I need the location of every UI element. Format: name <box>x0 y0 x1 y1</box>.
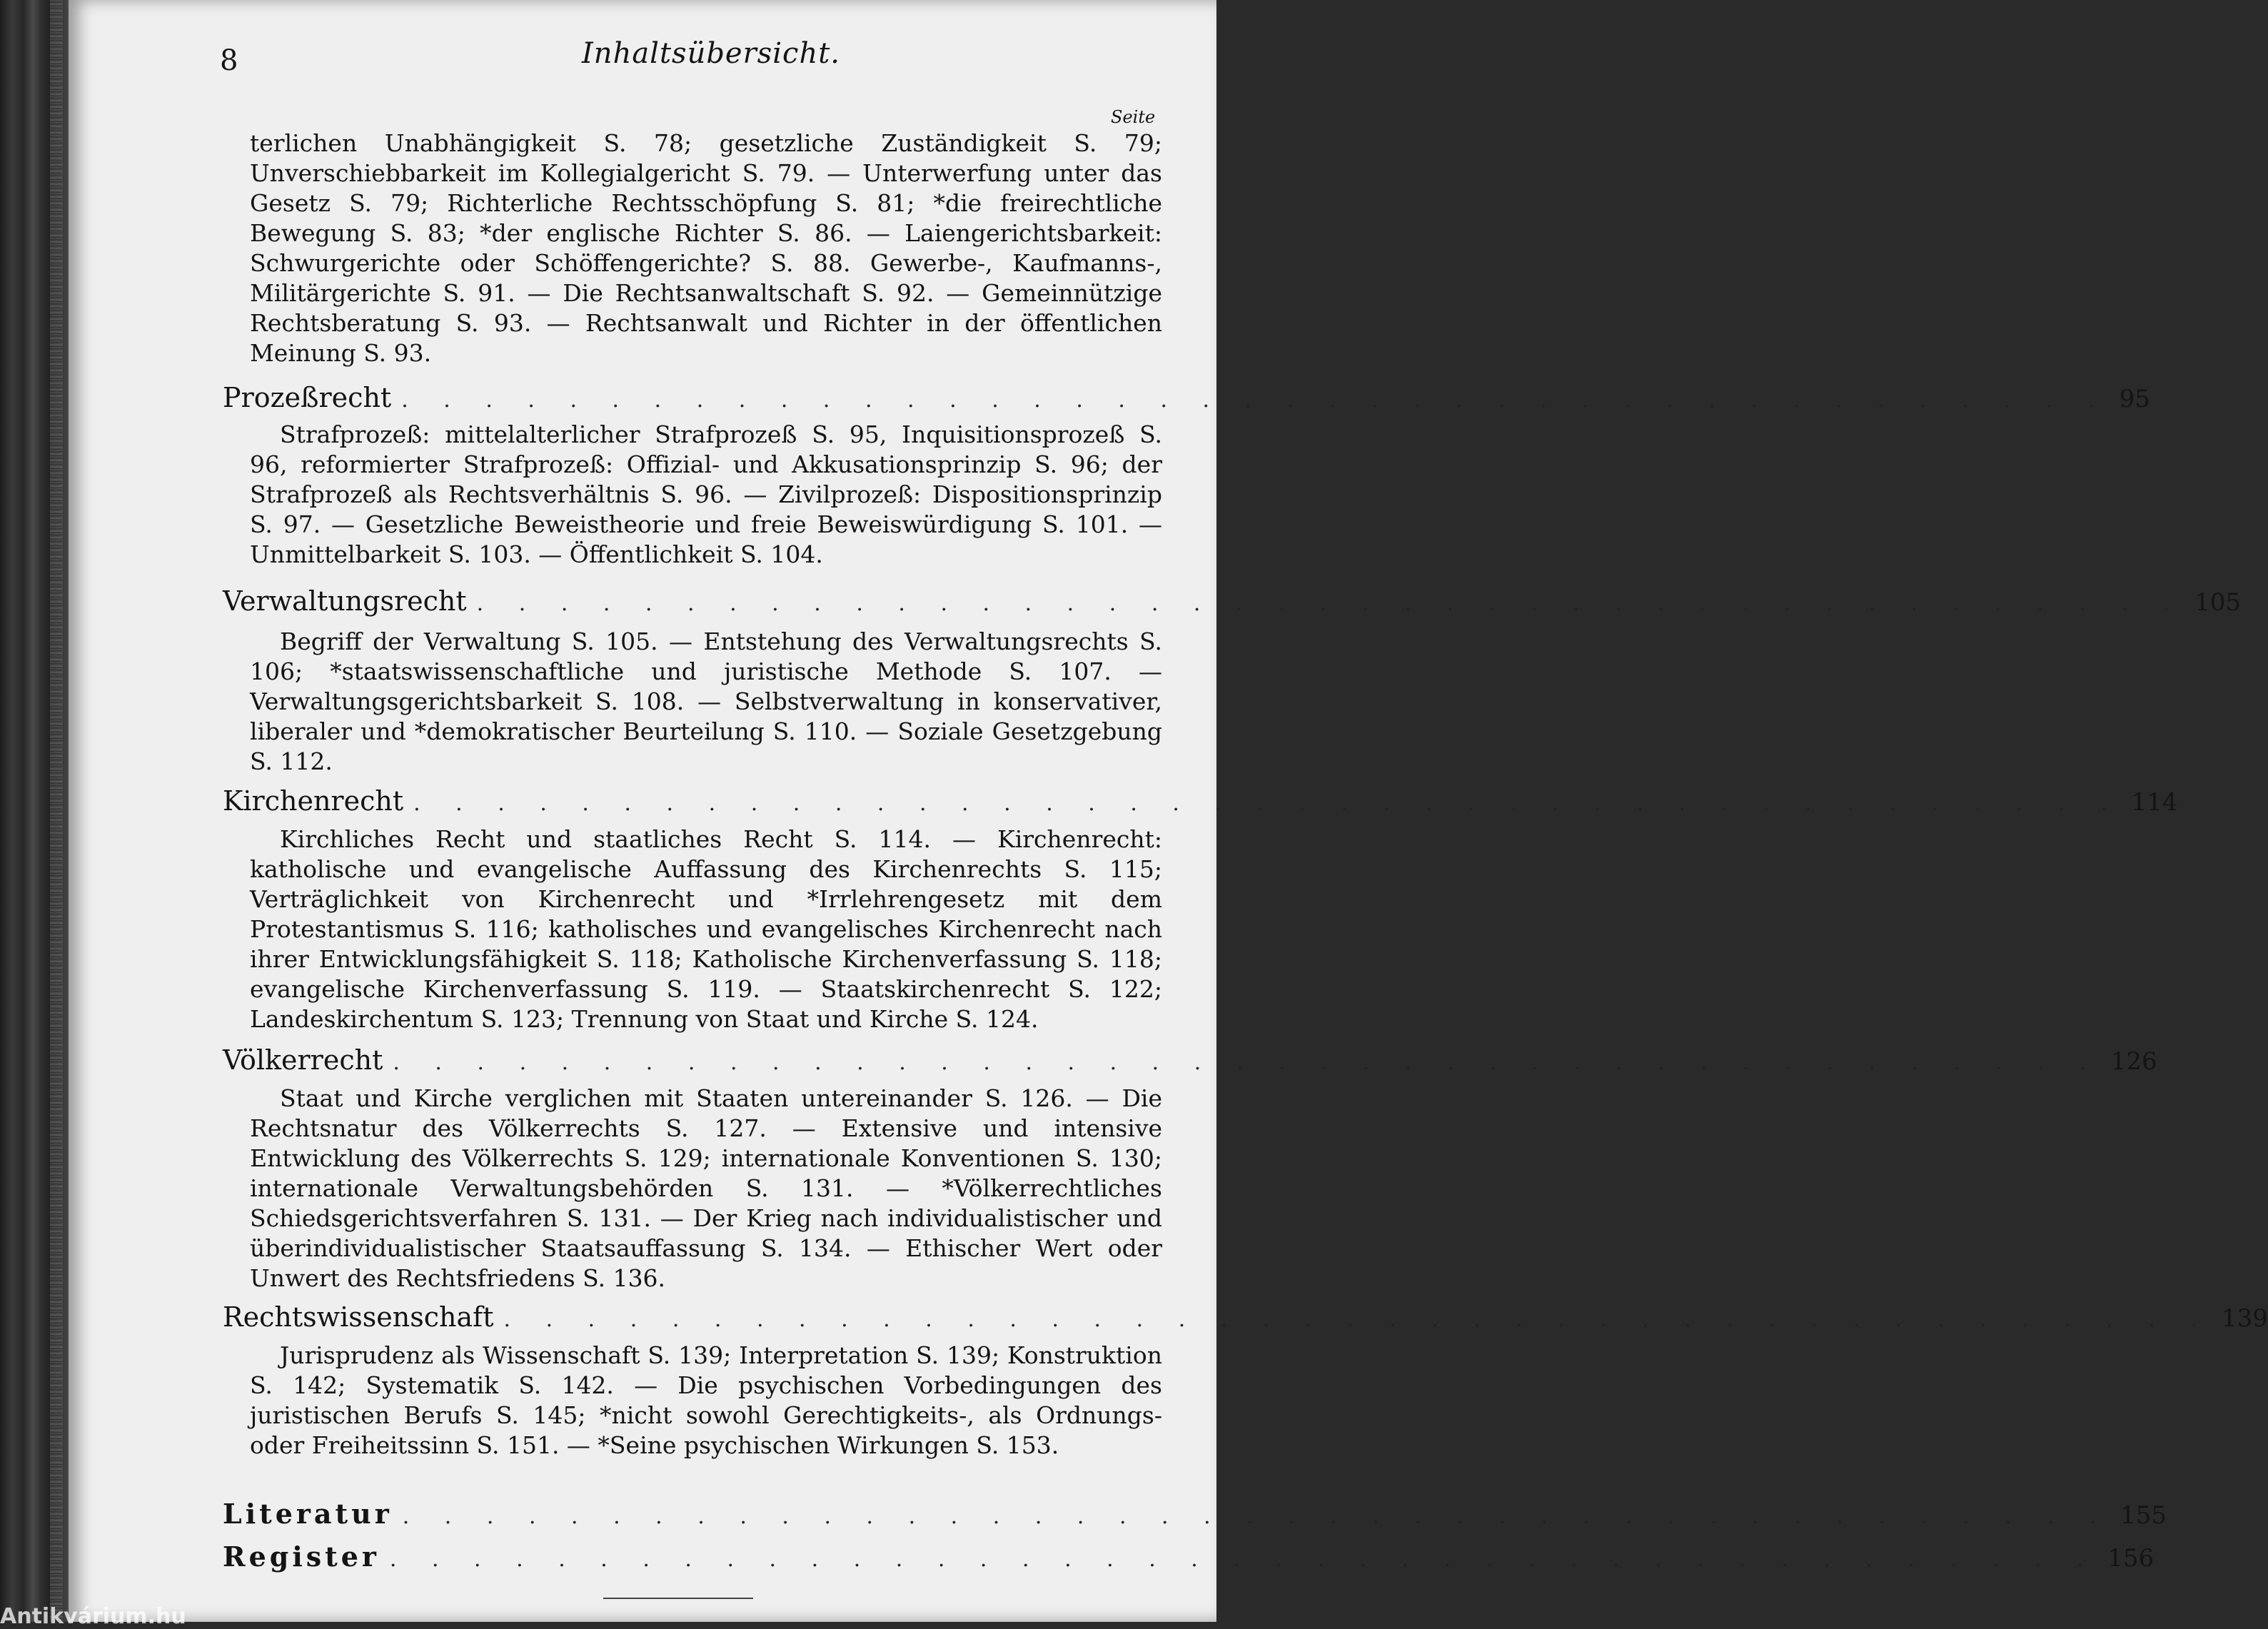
footer-rule <box>603 1598 753 1599</box>
toc-entry-title: Literatur <box>223 1498 393 1530</box>
book-spine <box>0 0 69 1622</box>
toc-entry-title: Rechtswissenschaft <box>223 1301 494 1333</box>
toc-entry-title: Völkerrecht <box>223 1044 383 1076</box>
toc-entry-page: 126 <box>2110 1047 2157 1076</box>
toc-entry-title: Prozeßrecht <box>223 382 392 413</box>
page-number: 8 <box>220 44 239 77</box>
dot-leader: . . . . . . . . . . . . . . . . . . . . . . . . . . . . . . . . . . . . . . . . . <box>413 791 2122 816</box>
toc-entry-literatur <box>223 1498 2167 1533</box>
toc-entry-register <box>223 1540 2154 1576</box>
toc-entry-description: Kirchliches Recht und staatliches Recht S. 114. — Kirchenrecht: katholische und evangelische Auffassung des Kirchenrechts S. 115; Verträglichkeit von Kirchenrecht und *Irrlehrengesetz mit dem Protestantismus S. 116; katholisches und evangelisches Kirchenrecht nach ihrer Entwicklungsfähigkeit S. 118; Katholische Kirchenverfassung S. 118; evangelische Kirchenverfassung S. 119. — Staatskirchenrecht S. 122; Landeskirchentum S. 123; Trennung von Staat und Kirche S. 124. <box>250 825 1162 1033</box>
toc-entry-page: 95 <box>2119 385 2150 413</box>
toc-entry-description: Strafprozeß: mittelalterlicher Strafprozeß S. 95, Inquisitionsprozeß S. 96, reformierter Strafprozeß: Offizial- und Akkusationsprinzip S. 96; der Strafprozeß als Rechtsverhältnis S. 96. — Zivilprozeß: Dispositionsprinzip S. 97. — Gesetzliche Beweistheorie und freie Beweiswürdigung S. 101. — Unmittelbarkeit S. 103. — Öffentlichkeit S. 104. <box>250 420 1162 568</box>
dot-leader: . . . . . . . . . . . . . . . . . . . . . . . . . . . . . . . . . . . . . . . . . <box>503 1307 2212 1332</box>
toc-entry-prozessrecht <box>223 382 2150 418</box>
toc-entry-page: 139 <box>2221 1304 2268 1333</box>
toc-entry-title: Register <box>223 1540 380 1573</box>
toc-entry-voelkerrecht <box>223 1044 2157 1080</box>
toc-entry-page: 105 <box>2194 588 2242 617</box>
toc-entry-rechtswissenschaft <box>223 1301 2268 1337</box>
toc-entry-page: 156 <box>2107 1544 2154 1573</box>
dot-leader: . . . . . . . . . . . . . . . . . . . . . . . . . . . . . . . . . . . . . . . . . <box>401 388 2110 413</box>
running-title: Inhaltsübersicht. <box>582 37 840 70</box>
toc-entry-verwaltungsrecht <box>223 585 2242 621</box>
intro-paragraph: terlichen Unabhängigkeit S. 78; gesetzliche Zuständigkeit S. 79; Unverschiebbarkeit im Kollegialgericht S. 79. — Unterwerfung unter das Gesetz S. 79; Richterliche Rechtsschöpfung S. 81; *die freirechtliche Bewegung S. 83; *der englische Richter S. 86. — Laiengerichtsbarkeit: Schwurgerichte oder Schöffengerichte? S. 88. Gewerbe-, Kaufmanns-, Militärgerichte S. 91. — Die Rechtsanwaltschaft S. 92. — Gemeinnützige Rechtsberatung S. 93. — Rechtsanwalt und Richter in der öffentlichen Meinung S. 93. <box>250 129 1162 367</box>
dot-leader: . . . . . . . . . . . . . . . . . . . . . . . . . . . . . . . . . . . . . . . . . <box>393 1050 2101 1075</box>
watermark: Antikvárium.hu <box>0 1604 186 1629</box>
toc-entry-page: 114 <box>2131 788 2178 817</box>
toc-entry-description: Staat und Kirche verglichen mit Staaten untereinander S. 126. — Die Rechtsnatur des Völkerrechts S. 127. — Extensive und intensive Entwicklung des Völkerrechts S. 129; internationale Konventionen S. 130; internationale Verwaltungsbehörden S. 131. — *Völkerrechtliches Schiedsgerichtsverfahren S. 131. — Der Krieg nach individualistischer und überindividualistischer Staatsauffassung S. 134. — Ethischer Wert oder Unwert des Rechtsfriedens S. 136. <box>250 1084 1162 1292</box>
toc-entry-description: Begriff der Verwaltung S. 105. — Entstehung des Verwaltungsrechts S. 106; *staatswissenschaftliche und juristische Methode S. 107. — Verwaltungsgerichtsbarkeit S. 108. — Selbstverwaltung in konservativer, liberaler und *demokratischer Beurteilung S. 110. — Soziale Gesetzgebung S. 112. <box>250 627 1162 775</box>
toc-entry-title: Kirchenrecht <box>223 785 404 817</box>
dot-leader: . . . . . . . . . . . . . . . . . . . . . . . . . . . . . . . . . . . . . . . . . <box>389 1547 2098 1572</box>
spine-binding-edge <box>50 0 63 1622</box>
toc-entry-page: 155 <box>2120 1501 2167 1530</box>
dot-leader: . . . . . . . . . . . . . . . . . . . . . . . . . . . . . . . . . . . . . . . . . <box>476 591 2185 616</box>
toc-entry-description: Jurisprudenz als Wissenschaft S. 139; Interpretation S. 139; Konstruktion S. 142; Systematik S. 142. — Die psychischen Vorbedingungen des juristischen Berufs S. 145; *nicht sowohl Gerechtigkeits-, als Ordnungs- oder Freiheitssinn S. 151. — *Seine psychischen Wirkungen S. 153. <box>250 1341 1162 1459</box>
dot-leader: . . . . . . . . . . . . . . . . . . . . . . . . . . . . . . . . . . . . . . . . . <box>402 1504 2111 1529</box>
toc-entry-title: Verwaltungsrecht <box>223 585 467 617</box>
toc-entry-kirchenrecht <box>223 785 2178 821</box>
seite-label: Seite <box>1111 107 1156 127</box>
